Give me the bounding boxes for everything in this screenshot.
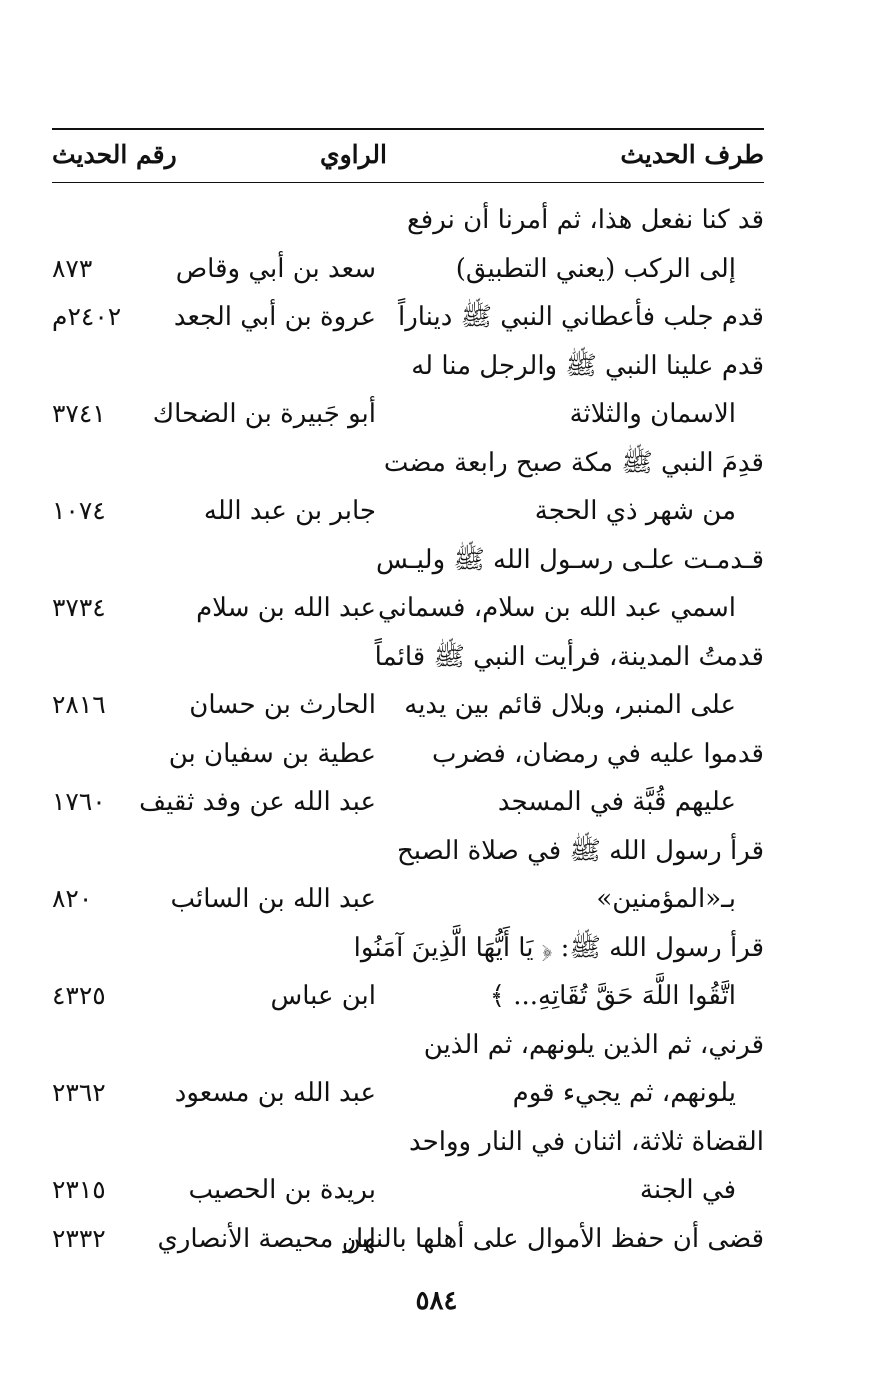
hadith-text: قدمتُ المدينة، فرأيت النبي ﷺ قائماً — [374, 641, 764, 672]
hadith-text: قدم جلب فأعطاني النبي ﷺ ديناراً — [397, 302, 764, 332]
hadith-text: قـدمـت علـى رسـول الله ﷺ وليـس — [376, 544, 764, 575]
hadith-text: قدموا عليه في رمضان، فضرب — [432, 738, 764, 769]
entry-line — [52, 487, 764, 536]
hadith-number: ١٧٦٠ — [52, 787, 106, 816]
hadith-number: ٢٣١٥ — [52, 1175, 106, 1204]
entry-line — [52, 1166, 764, 1215]
entry-line — [52, 390, 764, 439]
hadith-text: إلى الركب (يعني التطبيق) — [455, 253, 736, 284]
hadith-text: قدم علينا النبي ﷺ والرجل منا له — [411, 350, 764, 381]
index-entry — [52, 342, 764, 439]
hadith-number: ٢٨١٦ — [52, 690, 106, 719]
narrator-name: أبو جَبيرة بن الضحاك — [152, 399, 376, 429]
narrator-name: جابر بن عبد الله — [203, 496, 376, 526]
index-entry — [52, 439, 764, 536]
hadith-text: يلونهم، ثم يجيء قوم — [512, 1078, 736, 1108]
entry-line — [52, 875, 764, 924]
index-entry — [52, 196, 764, 293]
hadith-text: في الجنة — [639, 1175, 736, 1205]
narrator-name: عبد الله بن السائب — [170, 884, 376, 914]
hadith-index-list — [52, 196, 764, 1263]
hadith-number: ٢٤٠٢م — [52, 302, 122, 331]
hadith-number: ٣٧٣٤ — [52, 593, 106, 622]
hadith-text: بـ«المؤمنين» — [596, 884, 736, 914]
hadith-number: ٤٣٢٥ — [52, 981, 106, 1010]
hadith-text: على المنبر، وبلال قائم بين يديه — [404, 690, 736, 720]
entry-line — [52, 196, 764, 245]
hadith-text: الاسمان والثلاثة — [569, 399, 736, 429]
hadith-text: عليهم قُبَّة في المسجد — [497, 787, 736, 817]
hadith-number: ٢٣٣٢ — [52, 1223, 106, 1253]
narrator-name: عطية بن سفيان بن — [168, 738, 376, 769]
entry-line — [52, 730, 764, 779]
narrator-name: عبد الله بن مسعود — [174, 1078, 376, 1108]
table-header — [52, 128, 764, 183]
hadith-text: قرأ رسول الله ﷺ في صلاة الصبح — [397, 835, 764, 866]
hadith-number: ٢٣٦٢ — [52, 1078, 106, 1107]
entry-line — [52, 439, 764, 488]
hadith-text: قرأ رسول الله ﷺ: ﴿ يَا أَيُّهَا الَّذِينَ آمَنُوا — [353, 932, 764, 963]
entry-line — [52, 972, 764, 1021]
index-entry — [52, 730, 764, 827]
hadith-text: اتَّقُوا اللَّهَ حَقَّ تُقَاتِهِ... ﴾ — [489, 981, 736, 1011]
entry-line — [52, 245, 764, 294]
entry-line — [52, 293, 764, 342]
hadith-text: القضاة ثلاثة، اثنان في النار وواحد — [409, 1126, 764, 1157]
hadith-text: قرني، ثم الذين يلونهم، ثم الذين — [423, 1029, 764, 1060]
hadith-text: قدِمَ النبي ﷺ مكة صبح رابعة مضت — [383, 447, 764, 478]
entry-line — [52, 827, 764, 876]
narrator-name: عبد الله بن سلام — [196, 593, 376, 623]
narrator-name: ابن عباس — [270, 981, 376, 1011]
entry-line — [52, 778, 764, 827]
hadith-number-header: رقم الحديث — [52, 140, 177, 169]
index-entry — [52, 536, 764, 633]
hadith-text: قد كنا نفعل هذا، ثم أمرنا أن نرفع — [406, 205, 764, 235]
index-entry — [52, 633, 764, 730]
index-entry — [52, 924, 764, 1021]
narrator-name: سعد بن أبي وقاص — [175, 253, 376, 284]
hadith-number: ١٠٧٤ — [52, 496, 106, 525]
narrator-name: عبد الله عن وفد ثقيف — [139, 787, 376, 817]
narrator-name: عروة بن أبي الجعد — [173, 302, 376, 332]
hadith-text: اسمي عبد الله بن سلام، فسماني — [377, 593, 736, 623]
narrator-name: الحارث بن حسان — [189, 690, 376, 720]
hadith-number: ٨٢٠ — [52, 884, 93, 913]
entry-line — [52, 924, 764, 973]
hadith-number: ٣٧٤١ — [52, 399, 106, 428]
hadith-text-header: طرف الحديث — [620, 140, 764, 169]
index-entry — [52, 293, 764, 342]
entry-line — [52, 1021, 764, 1070]
entry-line — [52, 342, 764, 391]
index-entry — [52, 1118, 764, 1215]
hadith-text: قضى أن حفظ الأموال على أهلها بالنهار — [343, 1223, 764, 1254]
entry-line — [52, 584, 764, 633]
index-entry — [52, 1215, 764, 1264]
entry-line — [52, 1069, 764, 1118]
hadith-text: من شهر ذي الحجة — [534, 496, 736, 526]
index-entry — [52, 827, 764, 924]
narrator-header: الراوي — [320, 140, 387, 169]
narrator-name: بريدة بن الحصيب — [188, 1175, 376, 1205]
entry-line — [52, 1118, 764, 1167]
narrator-name: ابن محيصة الأنصاري — [157, 1223, 376, 1254]
page-number: ٥٨٤ — [415, 1286, 458, 1316]
hadith-number: ٨٧٣ — [52, 253, 93, 283]
entry-line — [52, 536, 764, 585]
entry-line — [52, 633, 764, 682]
entry-line — [52, 1215, 764, 1264]
index-entry — [52, 1021, 764, 1118]
entry-line — [52, 681, 764, 730]
